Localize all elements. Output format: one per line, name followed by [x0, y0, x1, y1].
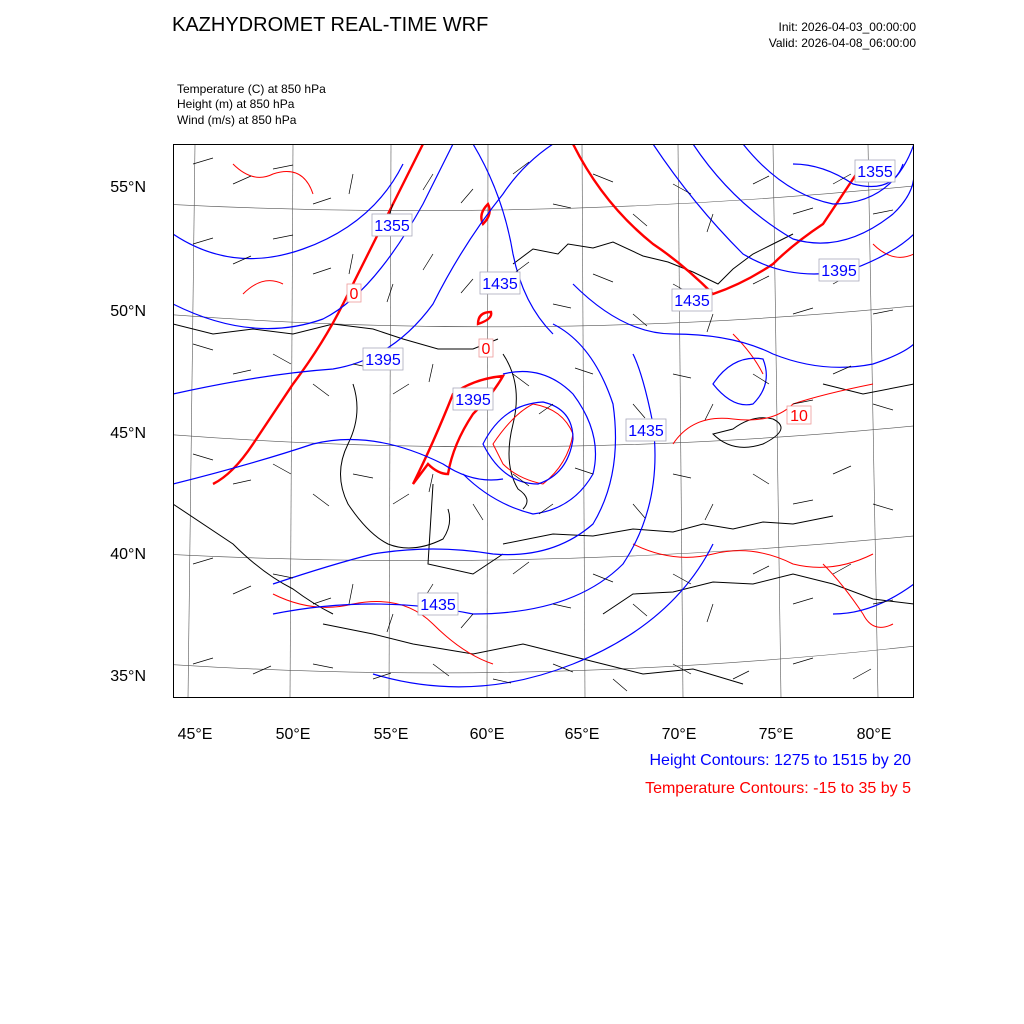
lon-label-45: 45°E: [177, 726, 213, 743]
variable-wind: Wind (m/s) at 850 hPa: [177, 113, 297, 127]
temperature-contours: [213, 144, 914, 664]
country-borders: [173, 234, 914, 684]
height-contour-legend: Height Contours: 1275 to 1515 by 20: [649, 752, 911, 769]
lon-label-75: 75°E: [758, 726, 794, 743]
lon-label-50: 50°E: [275, 726, 311, 743]
lat-label-40: 40°N: [110, 546, 146, 563]
lat-label-45: 45°N: [110, 425, 146, 442]
variable-temperature: Temperature (C) at 850 hPa: [177, 82, 326, 96]
height-label: 1435: [420, 597, 456, 614]
temperature-label: 10: [790, 408, 808, 425]
lon-label-60: 60°E: [469, 726, 505, 743]
lon-label-65: 65°E: [564, 726, 600, 743]
variable-height: Height (m) at 850 hPa: [177, 97, 295, 111]
height-label: 1435: [482, 276, 518, 293]
lon-label-55: 55°E: [373, 726, 409, 743]
valid-time: Valid: 2026-04-08_06:00:00: [768, 36, 916, 50]
height-label: 1435: [674, 293, 710, 310]
height-label: 1395: [821, 263, 857, 280]
lat-label-50: 50°N: [110, 303, 146, 320]
height-label: 1395: [455, 392, 491, 409]
init-time: Init: 2026-04-03_00:00:00: [778, 20, 916, 34]
height-label: 1395: [365, 352, 401, 369]
temperature-label: 0: [349, 286, 359, 303]
height-label: 1355: [857, 164, 893, 181]
chart-title: KAZHYDROMET REAL-TIME WRF: [172, 14, 489, 36]
lat-label-55: 55°N: [110, 179, 146, 196]
height-label: 1355: [374, 218, 410, 235]
height-label: 1435: [628, 423, 664, 440]
lon-label-80: 80°E: [856, 726, 892, 743]
weather-map: [173, 144, 914, 698]
lat-label-35: 35°N: [110, 668, 146, 685]
temperature-label: 0: [481, 341, 491, 358]
lon-label-70: 70°E: [661, 726, 697, 743]
temperature-contour-legend: Temperature Contours: -15 to 35 by 5: [645, 780, 911, 797]
wind-barbs: [193, 158, 893, 691]
